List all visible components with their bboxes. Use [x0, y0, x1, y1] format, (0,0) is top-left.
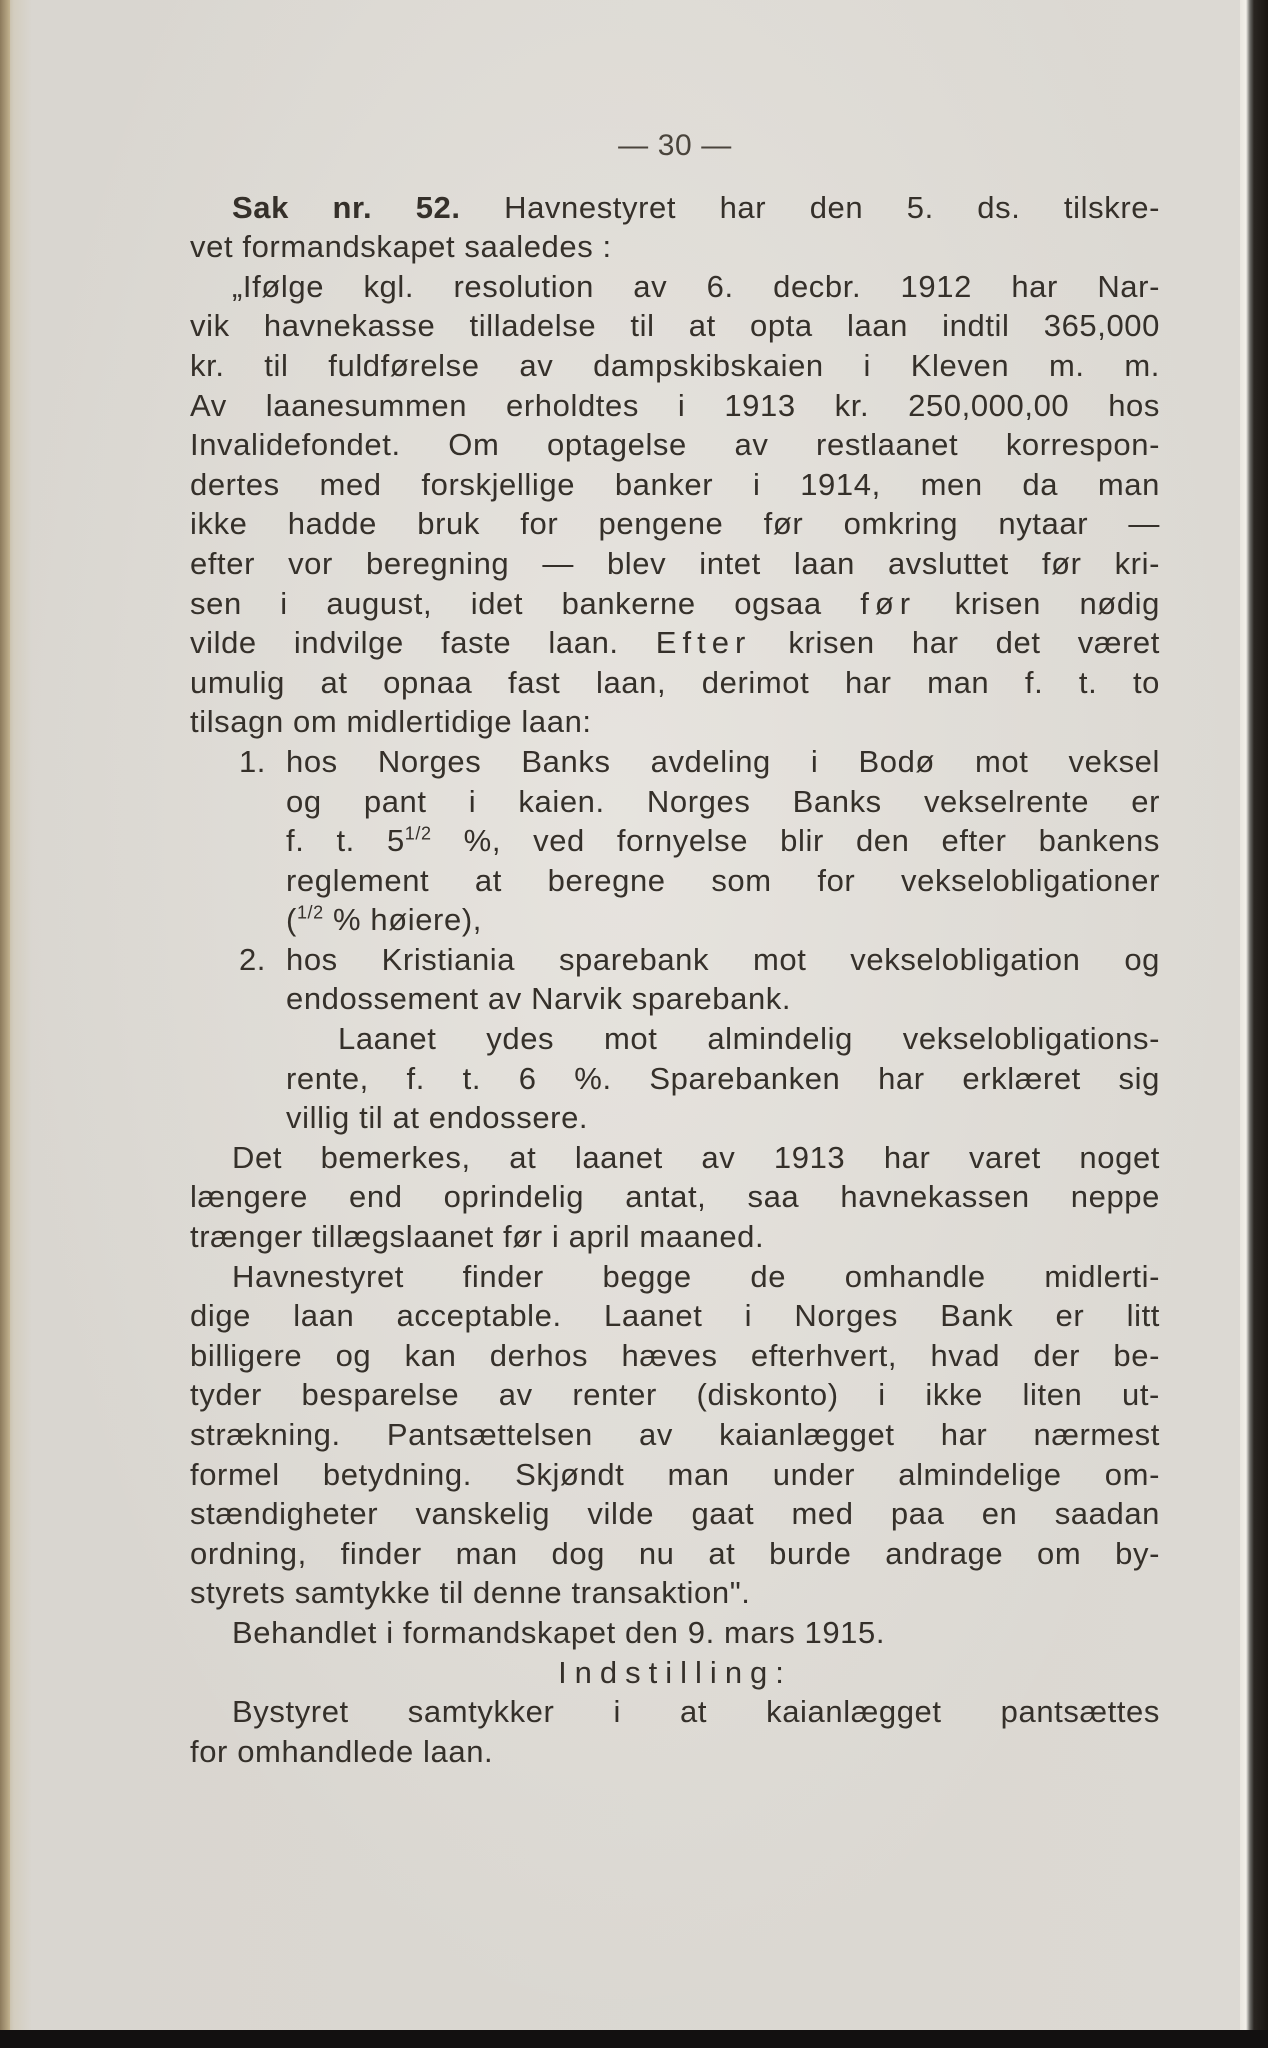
text-segment: efter vor beregning — blev intet laan avsluttet før kri- [190, 545, 1160, 581]
text-segment: hos Kristiania sparebank mot vekselobligation og [286, 941, 1160, 977]
text-line [190, 346, 1160, 386]
text-segment: og pant i kaien. Norges Banks vekselrente er [286, 783, 1160, 819]
line-content [286, 784, 1160, 819]
text-line [190, 782, 1160, 822]
line-content [190, 1338, 1160, 1373]
list-number: 2. [238, 941, 266, 977]
text-line [190, 623, 1160, 663]
line-content [190, 467, 1160, 502]
fraction-text: 1/2 [296, 902, 324, 923]
text-segment: reglement at beregne som for vekselobligationer [286, 862, 1160, 898]
text-line [190, 1098, 1160, 1138]
spaced-text: før [860, 585, 917, 621]
text-segment: styrets samtykke til denne transaktion". [190, 1575, 751, 1611]
list-number: 1. [238, 743, 266, 779]
page-right-edge [1240, 0, 1268, 2048]
text-segment: endossement av Narvik sparebank. [286, 981, 792, 1017]
text-line [190, 188, 1160, 228]
text-line [190, 1494, 1160, 1534]
text-line [190, 900, 1160, 940]
text-segment: Bystyret samtykker i at kaianlægget pantsættes [232, 1694, 1160, 1730]
text-segment: Av laanesummen erholdtes i 1913 kr. 250,000,00 hos [190, 387, 1160, 423]
text-segment: længere end oprindelig antat, saa havnekassen neppe [190, 1179, 1160, 1215]
text-segment: Laanet ydes mot almindelig vekselobligations- [338, 1021, 1160, 1057]
line-content [286, 744, 1160, 779]
bold-text: 52. [415, 189, 461, 225]
text-segment: umulig at opnaa fast laan, derimot har man f. t. to [190, 664, 1160, 700]
text-segment: Invalidefondet. Om optagelse av restlaanet korrespon- [190, 427, 1160, 463]
line-content [286, 981, 791, 1016]
line-content [190, 229, 612, 264]
text-line [190, 1455, 1160, 1495]
text-segment: tyder besparelse av renter (diskonto) i ikke liten ut- [190, 1377, 1160, 1413]
text-segment: billigere og kan derhos hæves efterhvert, hvad der be- [190, 1337, 1160, 1373]
line-content [190, 1179, 1160, 1214]
text-line [190, 940, 1160, 980]
text-line [190, 821, 1160, 861]
text-segment: „Ifølge kgl. resolution av 6. decbr. 1912 har Nar- [232, 268, 1160, 304]
text-segment [372, 190, 416, 225]
page-bottom-edge [0, 2030, 1268, 2048]
text-line [190, 1059, 1160, 1099]
text-line [190, 1732, 1160, 1772]
text-segment: Havnestyret har den 5. ds. tilskre- [460, 189, 1161, 225]
text-segment: formel betydning. Skjøndt man under almindelige om- [190, 1456, 1160, 1492]
line-content [190, 665, 1160, 700]
text-segment: tilsagn om midlertidige laan: [190, 704, 592, 740]
line-content [190, 704, 592, 739]
text-line [190, 1296, 1160, 1336]
text-segment: f. t. 5 [286, 823, 405, 859]
text-line [190, 1415, 1160, 1455]
line-content [190, 1536, 1160, 1571]
text-line [190, 1217, 1160, 1257]
line-content [286, 942, 1160, 977]
text-line [190, 425, 1160, 465]
line-content [190, 586, 1160, 621]
line-content [190, 388, 1160, 423]
text-segment: Indstilling: [558, 1654, 792, 1690]
text-segment: ordning, finder man dog nu at burde andrage om by- [190, 1535, 1160, 1571]
text-line [190, 1613, 1160, 1653]
text-segment: rente, f. t. 6 %. Sparebanken har erklæret sig [286, 1060, 1160, 1096]
line-content [286, 1100, 588, 1135]
text-line [190, 1177, 1160, 1217]
text-line [190, 1375, 1160, 1415]
text-segment: ( [286, 902, 297, 938]
text-line [190, 306, 1160, 346]
text-segment: krisen nødig [916, 585, 1160, 621]
text-line [190, 702, 1160, 742]
text-line [190, 584, 1160, 624]
text-segment: stændigheter vanskelig vilde gaat med paa en saadan [190, 1496, 1160, 1532]
text-segment: kr. til fuldførelse av dampskibskaien i Kleven m. m. [190, 347, 1160, 383]
text-segment: vilde indvilge faste laan. [190, 625, 656, 661]
line-content [558, 1655, 792, 1690]
text-line [190, 465, 1160, 505]
text-line [190, 544, 1160, 584]
text-line [190, 1138, 1160, 1178]
line-content [190, 1496, 1160, 1531]
text-line [190, 1573, 1160, 1613]
line-content [286, 902, 482, 937]
line-content [232, 1694, 1160, 1729]
line-content [232, 1259, 1160, 1294]
line-content [232, 1615, 885, 1650]
text-line [190, 227, 1160, 267]
line-content [190, 546, 1160, 581]
spaced-text: Efter [655, 625, 752, 661]
line-content [232, 269, 1160, 304]
line-content [190, 506, 1160, 541]
line-content [338, 1021, 1160, 1056]
text-segment: Havnestyret finder begge de omhandle midlerti- [232, 1258, 1160, 1294]
text-line [190, 386, 1160, 426]
text-segment: krisen har det været [751, 625, 1160, 661]
line-content [286, 863, 1160, 898]
text-segment: vet formandskapet saaledes : [190, 229, 612, 265]
text-segment: Behandlet i formandskapet den 9. mars 1915. [232, 1614, 886, 1650]
line-content [190, 308, 1160, 343]
text-lines [190, 188, 1160, 1772]
text-segment: dertes med forskjellige banker i 1914, men da man [190, 466, 1160, 502]
line-content [286, 1061, 1160, 1096]
line-content [190, 1377, 1160, 1412]
text-segment: % høiere), [323, 902, 482, 938]
text-segment: trænger tillægslaanet før i april maaned. [190, 1219, 765, 1255]
text-line [190, 861, 1160, 901]
text-segment: dige laan acceptable. Laanet i Norges Bank er litt [190, 1298, 1160, 1334]
page-text [190, 126, 1160, 1771]
text-segment: villig til at endossere. [286, 1100, 589, 1136]
text-segment: strækning. Pantsættelsen av kaianlægget har nærmest [190, 1417, 1160, 1452]
line-content [286, 823, 1160, 858]
line-content [190, 1417, 1160, 1452]
line-content [190, 1298, 1160, 1333]
bold-text: Sak nr. [232, 189, 373, 225]
text-line [190, 663, 1160, 703]
line-content [190, 1219, 764, 1254]
page-number: — 30 — [618, 129, 732, 162]
text-line [190, 979, 1160, 1019]
line-content [190, 625, 1160, 660]
line-content [190, 1575, 751, 1610]
line-content [190, 1457, 1160, 1492]
text-segment: Det bemerkes, at laanet av 1913 har varet noget [232, 1139, 1160, 1175]
text-line [190, 267, 1160, 307]
line-content [190, 1734, 493, 1769]
text-line [190, 1019, 1160, 1059]
line-content [190, 427, 1160, 462]
fraction-text: 1/2 [404, 823, 432, 844]
book-spine [0, 0, 10, 2030]
text-segment: for omhandlede laan. [190, 1733, 494, 1769]
text-segment: hos Norges Banks avdeling i Bodø mot veksel [286, 743, 1160, 779]
text-line [190, 504, 1160, 544]
text-segment: ikke hadde bruk for pengene før omkring nytaar — [190, 506, 1160, 542]
text-line [190, 1653, 1160, 1693]
text-line [190, 742, 1160, 782]
text-segment: %, ved fornyelse blir den efter bankens [431, 823, 1160, 859]
text-line [190, 1534, 1160, 1574]
text-segment: sen i august, idet bankerne ogsaa [190, 585, 861, 621]
line-content [190, 348, 1160, 383]
line-content [232, 190, 1160, 225]
text-segment: vik havnekasse tilladelse til at opta laan indtil 365,000 [190, 308, 1160, 344]
text-line [190, 1336, 1160, 1376]
text-line [190, 1692, 1160, 1732]
line-content [232, 1140, 1160, 1175]
text-line [190, 1257, 1160, 1297]
